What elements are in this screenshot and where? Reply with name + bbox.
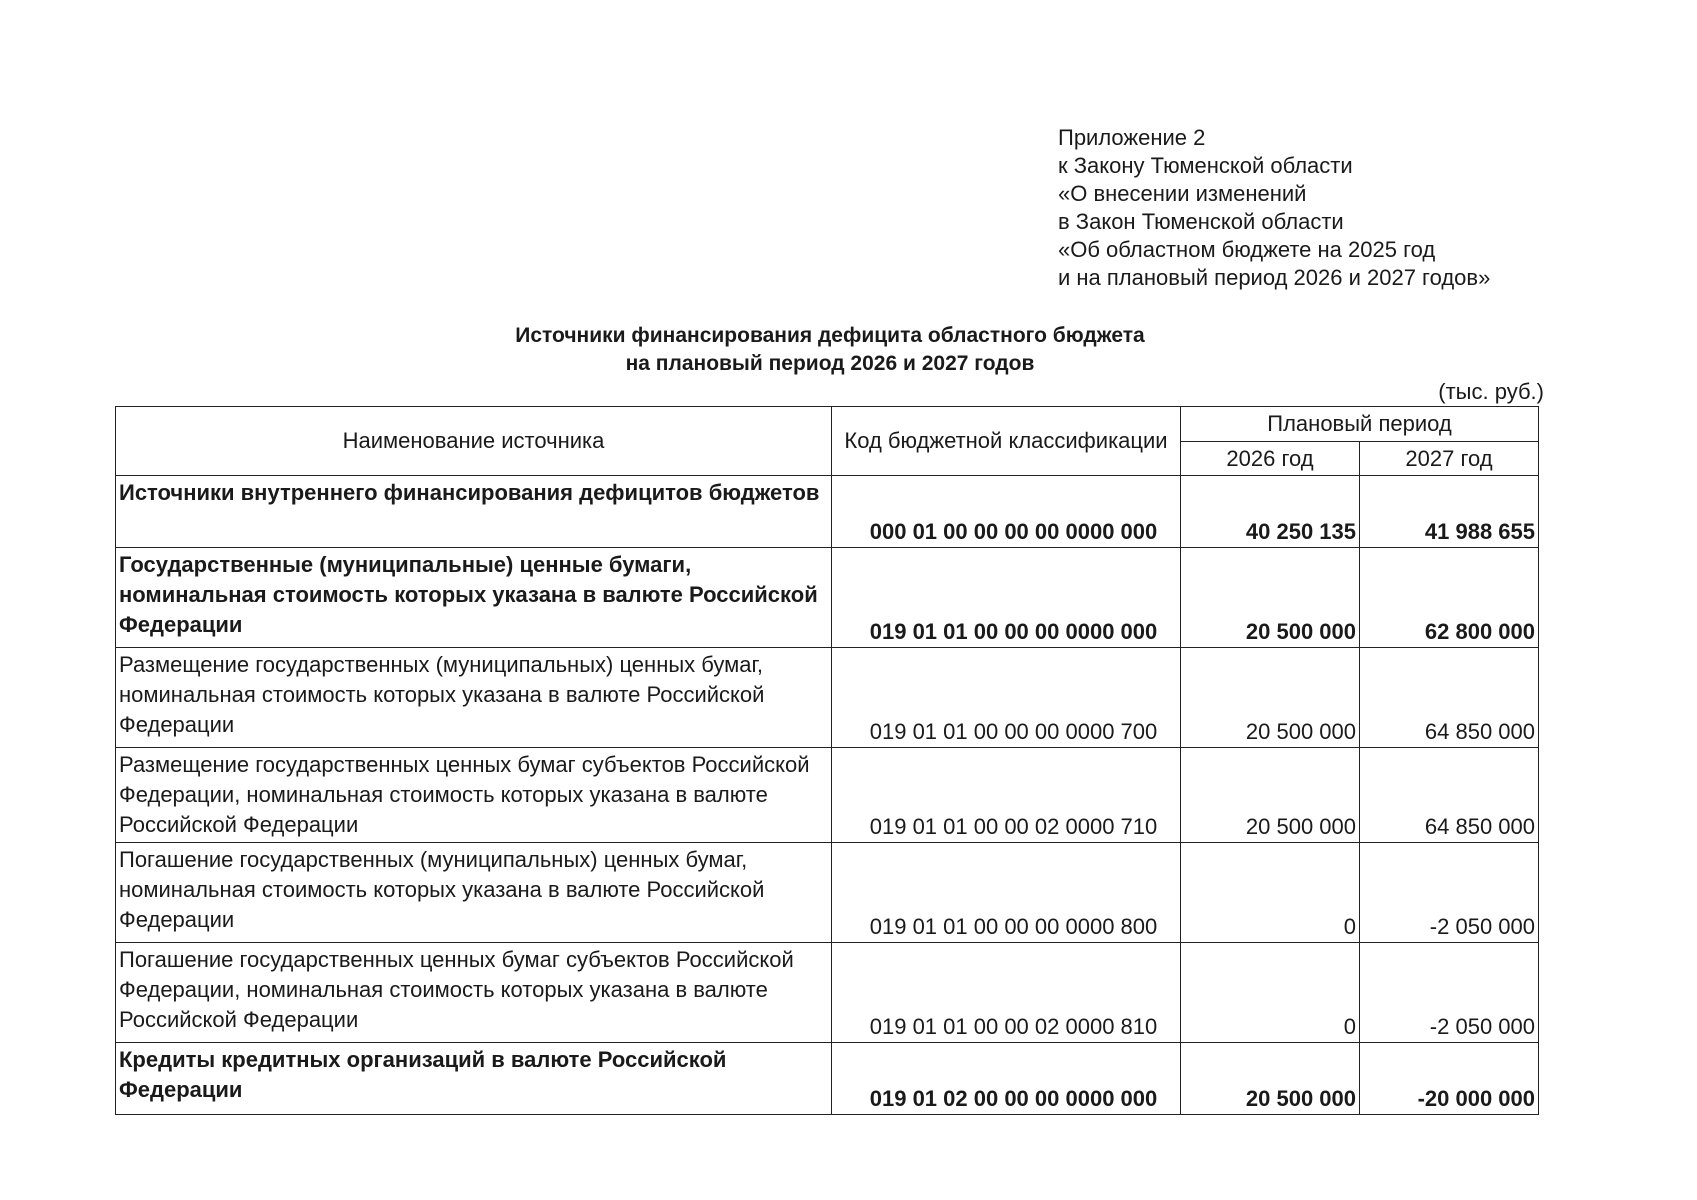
- row-code: 019 01 01 00 00 00 0000 700: [832, 648, 1181, 748]
- row-value-2026: 0: [1181, 843, 1360, 943]
- table-row: [116, 476, 1539, 548]
- row-value-2026: 40 250 135: [1181, 476, 1360, 548]
- row-name: Погашение государственных ценных бумаг субъектов Российской Федерации, номинальная стоимость которых указана в валюте Российской Федерации: [116, 943, 832, 1043]
- row-value-2027: 64 850 000: [1360, 648, 1539, 748]
- table-row: [116, 748, 1539, 843]
- row-name: Источники внутреннего финансирования дефицитов бюджетов: [116, 476, 832, 548]
- row-value-2026: 20 500 000: [1181, 548, 1360, 648]
- row-value-2027: 41 988 655: [1360, 476, 1539, 548]
- row-code: 019 01 01 00 00 00 0000 000: [832, 548, 1181, 648]
- header-source-name: Наименование источника: [116, 407, 832, 476]
- row-value-2026: 20 500 000: [1181, 748, 1360, 843]
- appendix-line-5: «Об областном бюджете на 2025 год: [1058, 237, 1436, 262]
- document-title: [115, 322, 1545, 378]
- row-code: 019 01 01 00 00 02 0000 810: [832, 943, 1181, 1043]
- appendix-line-1: Приложение 2: [1058, 125, 1206, 150]
- table-row: [116, 548, 1539, 648]
- header-year-2026: 2026 год: [1181, 442, 1360, 476]
- row-code: 019 01 01 00 00 00 0000 800: [832, 843, 1181, 943]
- row-code: 019 01 01 00 00 02 0000 710: [832, 748, 1181, 843]
- row-value-2027: -2 050 000: [1360, 943, 1539, 1043]
- title-line-2: на плановый период 2026 и 2027 годов: [625, 352, 1035, 375]
- financing-sources-table: [115, 406, 1539, 1115]
- table-row: [116, 648, 1539, 748]
- table-row: [116, 1043, 1539, 1115]
- appendix-line-6: и на плановый период 2026 и 2027 годов»: [1058, 265, 1491, 290]
- row-name: Размещение государственных ценных бумаг субъектов Российской Федерации, номинальная стоимость которых указана в валюте Российской Федерации: [116, 748, 832, 843]
- row-name: Государственные (муниципальные) ценные бумаги, номинальная стоимость которых указана в валюте Российской Федерации: [116, 548, 832, 648]
- title-line-1: Источники финансирования дефицита областного бюджета: [515, 324, 1145, 347]
- appendix-header: [1058, 124, 1490, 292]
- row-value-2026: 20 500 000: [1181, 1043, 1360, 1115]
- row-value-2026: 0: [1181, 943, 1360, 1043]
- units-label: (тыс. руб.): [1438, 379, 1544, 404]
- row-name: Погашение государственных (муниципальных) ценных бумаг, номинальная стоимость которых указана в валюте Российской Федерации: [116, 843, 832, 943]
- header-budget-code: Код бюджетной классификации: [832, 407, 1181, 476]
- table-row: [116, 943, 1539, 1043]
- header-year-2027: 2027 год: [1360, 442, 1539, 476]
- header-planning-period: Плановый период: [1181, 407, 1539, 442]
- row-code: 000 01 00 00 00 00 0000 000: [832, 476, 1181, 548]
- appendix-line-4: в Закон Тюменской области: [1058, 209, 1344, 234]
- row-value-2027: 62 800 000: [1360, 548, 1539, 648]
- row-value-2026: 20 500 000: [1181, 648, 1360, 748]
- row-name: Размещение государственных (муниципальных) ценных бумаг, номинальная стоимость которых указана в валюте Российской Федерации: [116, 648, 832, 748]
- row-code: 019 01 02 00 00 00 0000 000: [832, 1043, 1181, 1115]
- row-value-2027: -20 000 000: [1360, 1043, 1539, 1115]
- row-value-2027: -2 050 000: [1360, 843, 1539, 943]
- row-value-2027: 64 850 000: [1360, 748, 1539, 843]
- appendix-line-2: к Закону Тюменской области: [1058, 153, 1353, 178]
- row-name: Кредиты кредитных организаций в валюте Российской Федерации: [116, 1043, 832, 1115]
- table-row: [116, 843, 1539, 943]
- appendix-line-3: «О внесении изменений: [1058, 181, 1307, 206]
